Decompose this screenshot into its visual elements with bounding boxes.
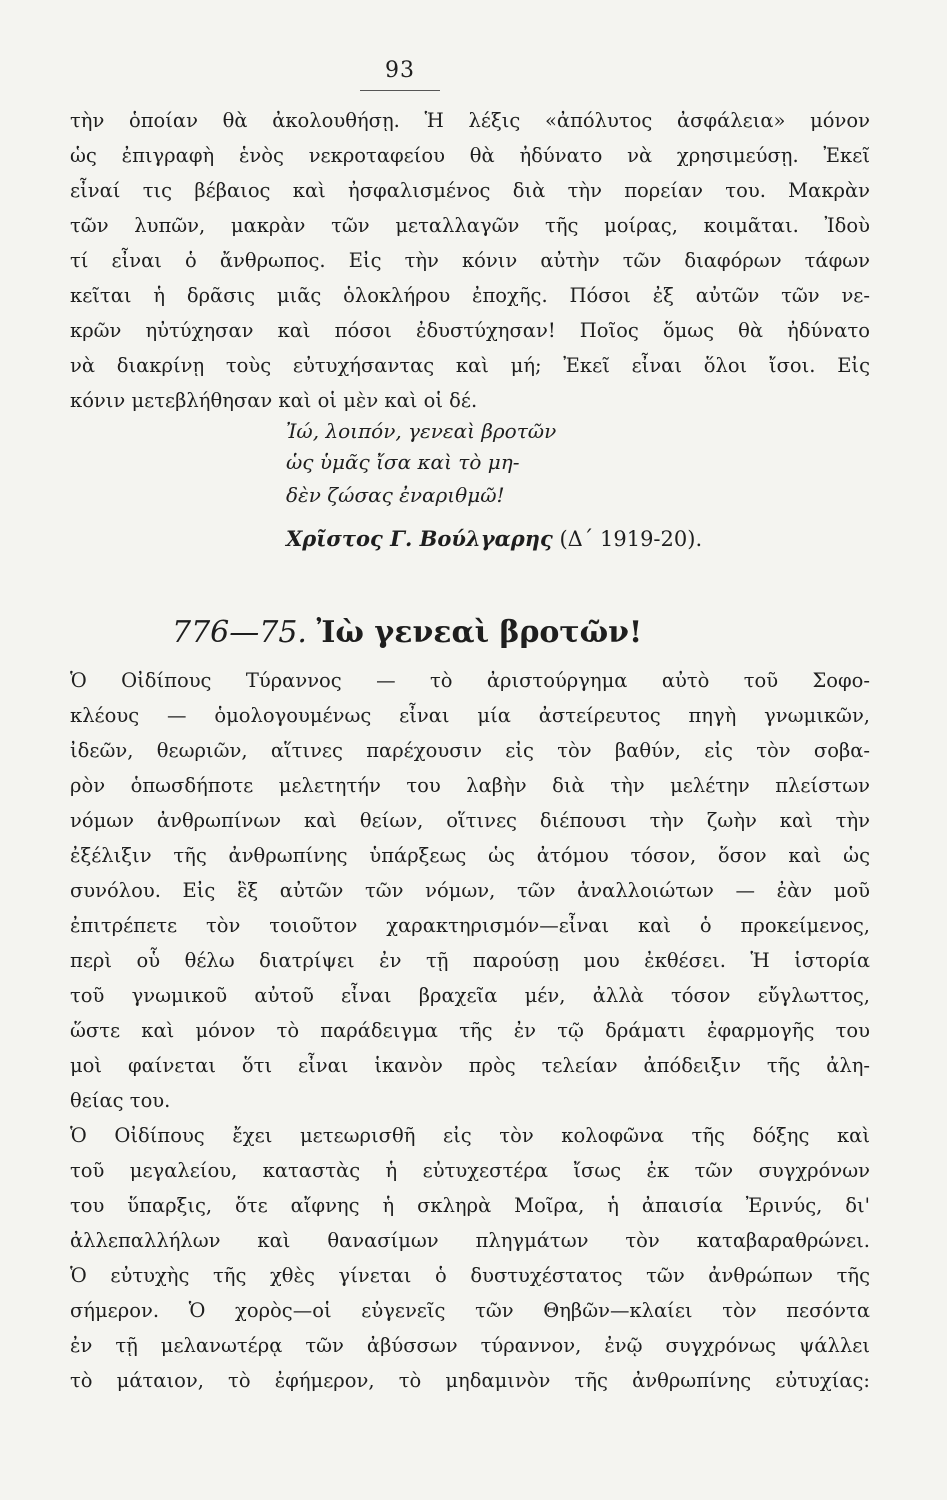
body-line: νόμων ἀνθρωπίνων καὶ θείων, οἵτινες διέπουσι τὴν ζωὴν καὶ τὴν — [70, 809, 870, 832]
intro-line: κεῖται ἡ δρᾶσις μιᾶς ὁλοκλήρου ἐποχῆς. Πόσοι ἐξ αὐτῶν τῶν νε- — [70, 284, 870, 307]
page-number-rule — [360, 90, 440, 91]
intro-line: τῶν λυπῶν, μακρὰν τῶν μεταλλαγῶν τῆς μοίρας, κοιμᾶται. Ἰδοὺ — [70, 214, 870, 237]
body-line: συνόλου. Εἰς ἓξ αὐτῶν τῶν νόμων, τῶν ἀναλλοιώτων — ἐὰν μοῦ — [70, 879, 870, 902]
body-line: ρὸν ὁπωσδήποτε μελετητήν του λαβὴν διὰ τὴν μελέτην πλείστων — [70, 774, 870, 797]
intro-line: νὰ διακρίνῃ τοὺς εὐτυχήσαντας καὶ μή; Ἐκεῖ εἶναι ὅλοι ἴσοι. Εἰς — [70, 354, 870, 377]
body-line: σήμερον. Ὁ χορὸς—οἱ εὐγενεῖς τῶν Θηβῶν—κλαίει τὸν πεσόντα — [70, 1299, 870, 1322]
author-year: (Δ΄ 1919-20). — [559, 527, 703, 551]
body-line: τὸ μάταιον, τὸ ἐφήμερον, τὸ μηδαμινὸν τῆς ἀνθρωπίνης εὐτυχίας: — [70, 1369, 870, 1392]
poem-line: Ἰώ, λοιπόν, γενεαὶ βροτῶν — [286, 419, 557, 443]
body-line: τοῦ γνωμικοῦ αὐτοῦ εἶναι βραχεῖα μέν, ἀλλὰ τόσον εὔγλωττος, — [70, 984, 870, 1007]
body-line: ἐν τῇ μελανωτέρᾳ τῶν ἀβύσσων τύραννον, ἐνῷ συγχρόνως ψάλλει — [70, 1334, 870, 1357]
section-number: 776—75. — [172, 615, 307, 650]
body-line: μοὶ φαίνεται ὅτι εἶναι ἱκανὸν πρὸς τελείαν ἀπόδειξιν τῆς ἀλη- — [70, 1054, 870, 1077]
intro-line: ὡς ἐπιγραφὴ ἑνὸς νεκροταφείου θὰ ἠδύνατο νὰ χρησιμεύσῃ. Ἐκεῖ — [70, 144, 870, 167]
author-name: Χρῖστος Γ. Βούλγαρης — [286, 526, 553, 551]
body-line: ἀλλεπαλλήλων καὶ θανασίμων πληγμάτων τὸν καταβαραθρώνει. — [70, 1229, 870, 1252]
body-line: ἐξέλιξιν τῆς ἀνθρωπίνης ὑπάρξεως ὡς ἀτόμου τόσον, ὅσον καὶ ὡς — [70, 844, 870, 867]
body-line: περὶ οὗ θέλω διατρίψει ἐν τῇ παρούσῃ μου ἐκθέσει. Ἡ ἱστορία — [70, 949, 870, 972]
intro-line: κόνιν μετεβλήθησαν καὶ οἱ μὲν καὶ οἱ δέ. — [70, 389, 478, 412]
intro-line: εἶναί τις βέβαιος καὶ ἠσφαλισμένος διὰ τὴν πορείαν του. Μακρὰν — [70, 179, 870, 202]
body-line: Ὁ Οἰδίπους Τύραννος — τὸ ἀριστούργημα αὐτὸ τοῦ Σοφο- — [70, 669, 870, 692]
poem-line: δὲν ζώσας ἐναριθμῶ! — [286, 483, 505, 507]
body-line: ἐπιτρέπετε τὸν τοιοῦτον χαρακτηρισμόν—εἶναι καὶ ὁ προκείμενος, — [70, 914, 870, 937]
page-number: 93 — [385, 58, 415, 83]
signature — [286, 525, 702, 553]
body-line: Ὁ εὐτυχὴς τῆς χθὲς γίνεται ὁ δυστυχέστατος τῶν ἀνθρώπων τῆς — [70, 1264, 870, 1287]
intro-line: τὴν ὁποίαν θὰ ἀκολουθήσῃ. Ἡ λέξις «ἀπόλυτος ἀσφάλεια» μόνον — [70, 109, 870, 132]
body-line: Ὁ Οἰδίπους ἔχει μετεωρισθῆ εἰς τὸν κολοφῶνα τῆς δόξης καὶ — [70, 1124, 870, 1147]
section-title: Ἰὼ γενεαὶ βροτῶν! — [316, 615, 643, 650]
body-line: κλέους — ὁμολογουμένως εἶναι μία ἀστείρευτος πηγὴ γνωμικῶν, — [70, 704, 870, 727]
section-heading — [172, 614, 642, 652]
body-line: ἰδεῶν, θεωριῶν, αἵτινες παρέχουσιν εἰς τὸν βαθύν, εἰς τὸν σοβα- — [70, 739, 870, 762]
body-line: θείας του. — [70, 1089, 171, 1112]
intro-line: τί εἶναι ὁ ἄνθρωπος. Εἰς τὴν κόνιν αὐτὴν τῶν διαφόρων τάφων — [70, 249, 870, 272]
poem-line: ὡς ὑμᾶς ἴσα καὶ τὸ μη- — [286, 450, 520, 474]
body-line: ὥστε καὶ μόνον τὸ παράδειγμα τῆς ἐν τῷ δράματι ἐφαρμογῆς του — [70, 1019, 870, 1042]
intro-line: κρῶν ηὐτύχησαν καὶ πόσοι ἐδυστύχησαν! Ποῖος ὅμως θὰ ἠδύνατο — [70, 319, 870, 342]
body-line: του ὕπαρξις, ὅτε αἴφνης ἡ σκληρὰ Μοῖρα, ἡ ἀπαισία Ἐρινύς, δι' — [70, 1194, 870, 1217]
body-line: τοῦ μεγαλείου, καταστὰς ἡ εὐτυχεστέρα ἴσως ἐκ τῶν συγχρόνων — [70, 1159, 870, 1182]
